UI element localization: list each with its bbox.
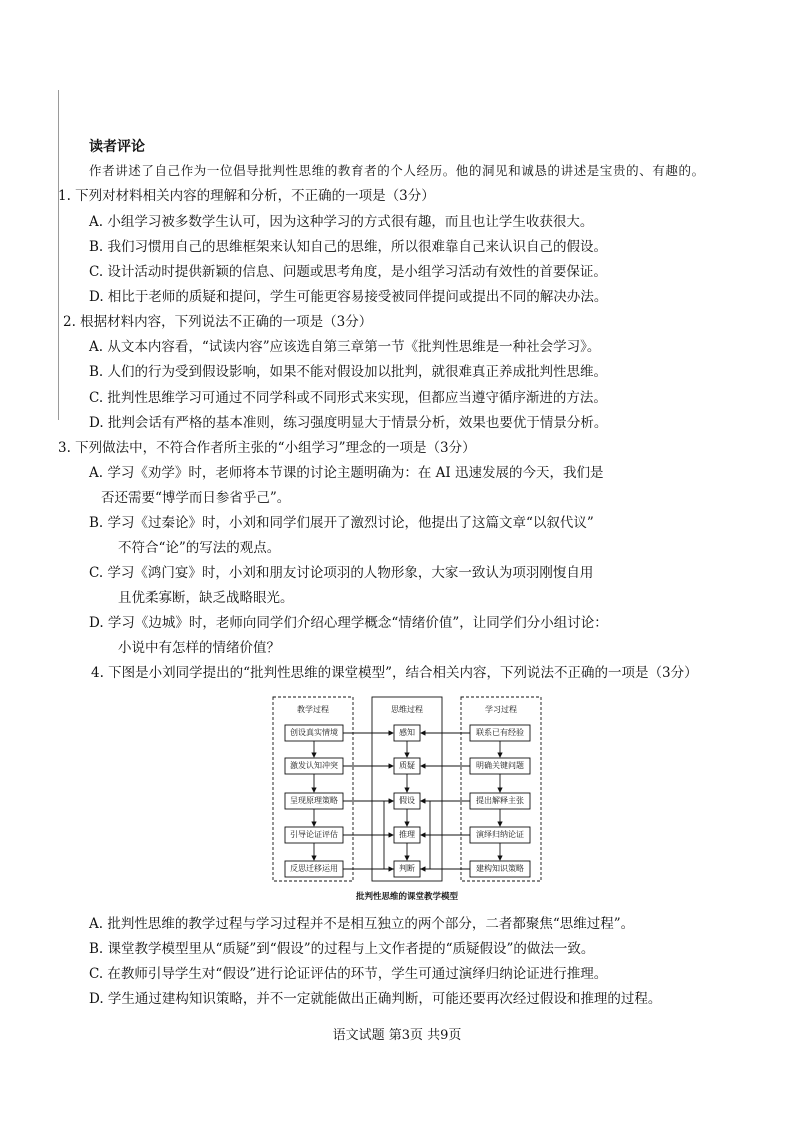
question-3-option-a-line1: A. 学习《劝学》时，老师将本节课的讨论主题明确为：在 AI 迅速发展的今天，我们是 xyxy=(89,465,604,481)
question-1-option-b: B. 我们习惯用自己的思维框架来认知自己的思维，所以很难靠自己来认识自己的假设。 xyxy=(89,239,608,255)
question-1-option-d: D. 相比于老师的质疑和提问，学生可能更容易接受被同伴提问或提出不同的解决办法。 xyxy=(89,289,608,305)
diagram-thinking-step: 质疑 xyxy=(399,761,415,770)
question-4-option-c: C. 在教师引导学生对“假设”进行论证评估的环节，学生可通过演绎归纳论证进行推理。 xyxy=(89,966,608,982)
diagram-caption: 批判性思维的课堂教学模型 xyxy=(355,892,458,902)
diagram-learning-step: 明确关键问题 xyxy=(476,761,524,770)
diagram-learning-step: 提出解释主张 xyxy=(476,796,524,805)
diagram-teaching-step: 创设真实情境 xyxy=(290,728,338,737)
section-title: 读者评论 xyxy=(89,139,145,155)
binding-margin-line xyxy=(58,90,59,420)
question-3-option-b-line1: B. 学习《过秦论》时，小刘和同学们展开了激烈讨论，他提出了这篇文章“以叙代议” xyxy=(89,515,594,531)
page-footer: 语文试题 第3页 共9页 xyxy=(332,1028,462,1043)
question-1-option-a: A. 小组学习被多数学生认可，因为这种学习的方式很有趣，而且也让学生收获很大。 xyxy=(89,214,594,230)
question-3-option-d-line1: D. 学习《边城》时，老师向同学们介绍心理学概念“情绪价值”，让同学们分小组讨论： xyxy=(89,615,608,631)
diagram-teaching-step: 呈现原理策略 xyxy=(290,796,338,805)
diagram-teaching-step: 引导论证评估 xyxy=(290,830,338,839)
diagram-col-thinking-title: 思维过程 xyxy=(391,705,423,714)
question-4-option-d: D. 学生通过建构知识策略，并不一定就能做出正确判断，可能还要再次经过假设和推理的过程。 xyxy=(89,991,662,1007)
diagram-learning-step: 建构知识策略 xyxy=(476,864,524,873)
diagram-thinking-step: 感知 xyxy=(399,728,415,737)
diagram-col-teaching-title: 教学过程 xyxy=(297,705,329,714)
question-3-option-a-line2: 否还需要“博学而日参省乎己”。 xyxy=(101,490,291,506)
diagram-teaching-step: 反思迁移运用 xyxy=(290,864,338,873)
question-1-option-c: C. 设计活动时提供新颖的信息、问题或思考角度，是小组学习活动有效性的首要保证。 xyxy=(89,264,607,280)
question-4-option-b: B. 课堂教学模型里从“质疑”到“假设”的过程与上文作者提的“质疑假设”的做法一致。 xyxy=(89,941,595,957)
reader-review-text: 作者讲述了自己作为一位倡导批判性思维的教育者的个人经历。他的洞见和诚恳的讲述是宝贵的、有趣的。 xyxy=(89,163,705,178)
question-2-option-d: D. 批判会话有严格的基本准则，练习强度明显大于情景分析，效果也要优于情景分析。 xyxy=(89,415,608,431)
diagram-teaching-step: 激发认知冲突 xyxy=(290,761,338,770)
diagram-thinking-step: 假设 xyxy=(399,796,415,805)
question-3-option-c-line1: C. 学习《鸿门宴》时，小刘和朋友讨论项羽的人物形象，大家一致认为项羽刚愎自用 xyxy=(89,565,594,581)
question-2-option-a: A. 从文本内容看，“试读内容”应该选自第三章第一节《批判性思维是一种社会学习》。 xyxy=(89,339,601,355)
diagram-learning-step: 演绎归纳论证 xyxy=(476,830,524,839)
question-1-stem: 1. 下列对材料相关内容的理解和分析，不正确的一项是（3分） xyxy=(58,188,435,204)
question-2-option-c: C. 批判性思维学习可通过不同学科或不同形式来实现，但都应当遵守循序渐进的方法。 xyxy=(89,390,607,406)
question-3-option-d-line2: 小说中有怎样的情绪价值？ xyxy=(118,640,280,656)
question-3-option-c-line2: 且优柔寡断，缺乏战略眼光。 xyxy=(118,590,294,606)
classroom-model-diagram xyxy=(271,695,543,885)
question-4-option-a: A. 批判性思维的教学过程与学习过程并不是相互独立的两个部分，二者都聚焦“思维过程”。 xyxy=(89,916,635,932)
question-2-option-b: B. 人们的行为受到假设影响，如果不能对假设加以批判，就很难真正养成批判性思维。 xyxy=(89,364,608,380)
diagram-frame xyxy=(271,695,543,885)
diagram-learning-step: 联系已有经验 xyxy=(476,728,524,737)
question-2-stem: 2. 根据材料内容，下列说法不正确的一项是（3分） xyxy=(63,314,373,330)
question-3-option-b-line2: 不符合“论”的写法的观点。 xyxy=(118,540,281,556)
diagram-col-learning-title: 学习过程 xyxy=(485,705,517,714)
diagram-thinking-step: 判断 xyxy=(399,864,415,873)
question-3-stem: 3. 下列做法中，不符合作者所主张的“小组学习”理念的一项是（3分） xyxy=(58,440,476,456)
diagram-thinking-step: 推理 xyxy=(399,830,415,839)
question-4-stem: 4. 下图是小刘同学提出的“批判性思维的课堂模型”，结合相关内容，下列说法不正确的一项是（3分） xyxy=(91,665,698,681)
